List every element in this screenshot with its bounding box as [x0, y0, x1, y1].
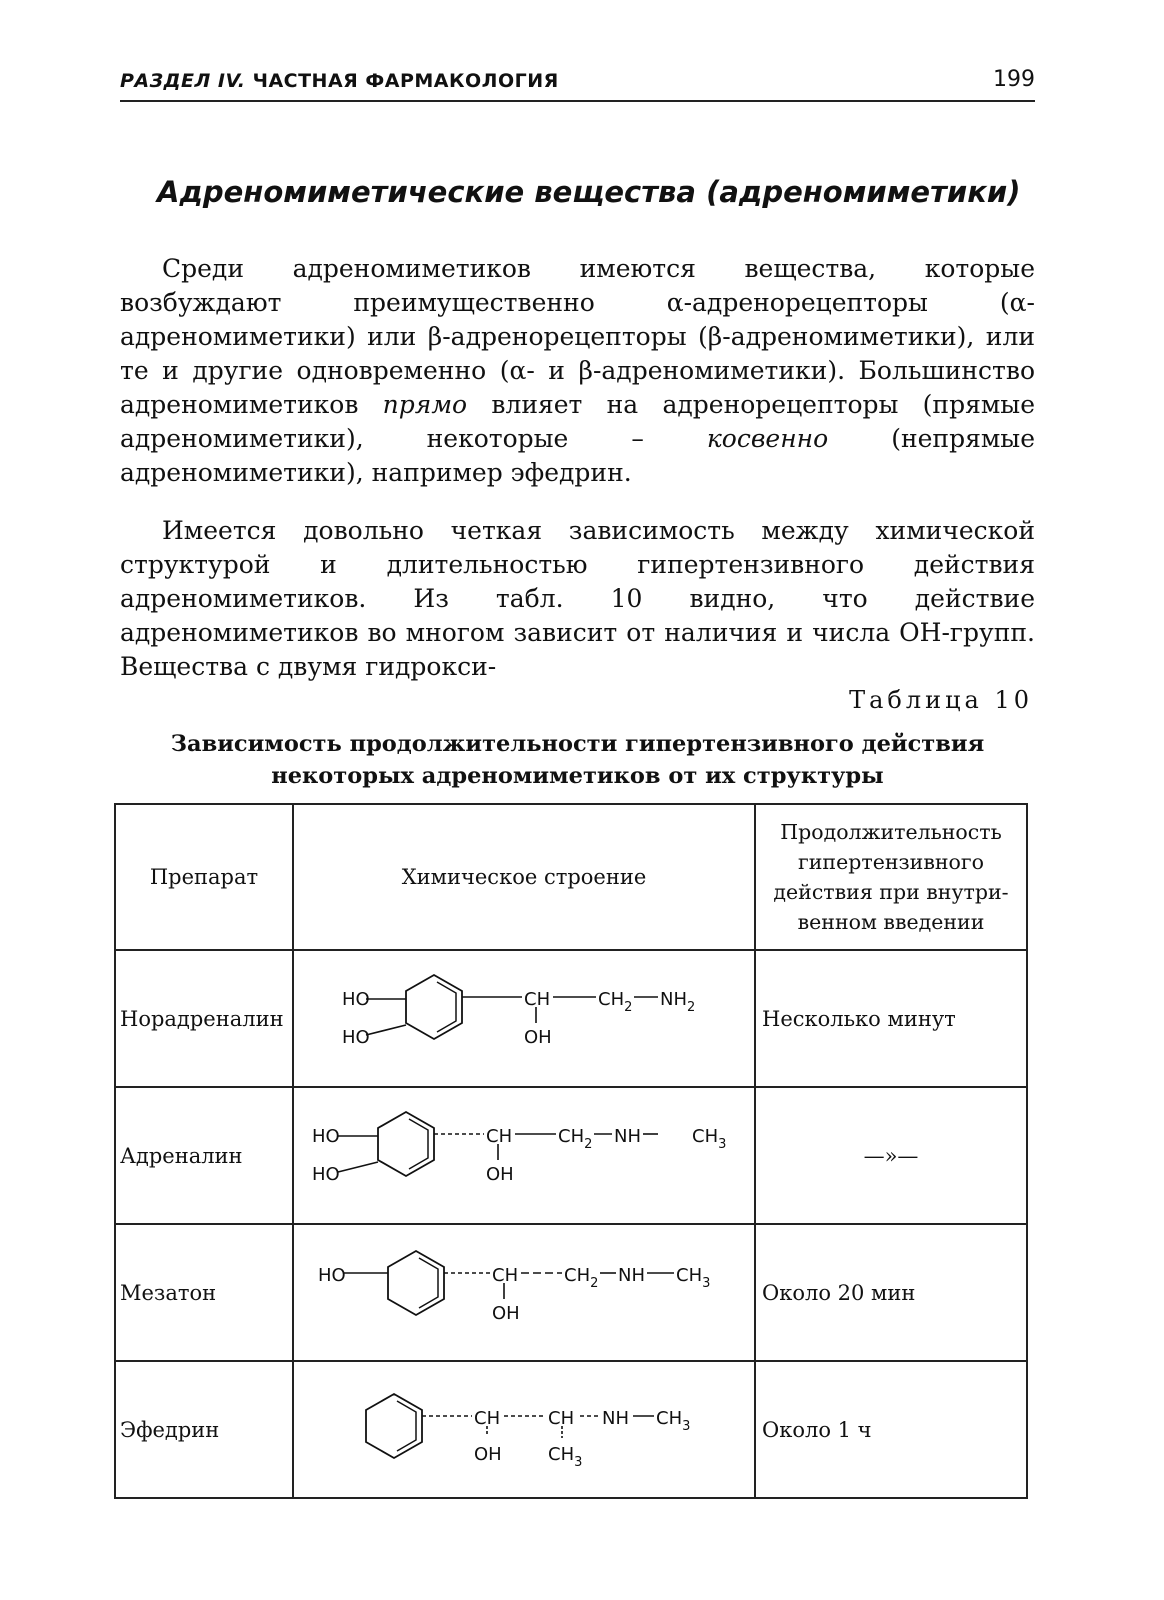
table-row — [115, 950, 1027, 1087]
paragraph-1-italic-direct: прямо — [382, 390, 468, 419]
duration-value: Около 20 мин — [755, 1224, 1027, 1361]
running-head-title — [120, 70, 559, 100]
paragraph-2 — [120, 514, 1035, 684]
drug-name: Мезатон — [115, 1224, 293, 1361]
formula-ho-1: HO — [312, 1126, 340, 1147]
table-header-row — [115, 804, 1027, 950]
table-caption-line-1: Зависимость продолжительности гипертензивного действия — [170, 731, 985, 757]
drug-name: Адреналин — [115, 1087, 293, 1224]
formula-oh: OH — [524, 1027, 552, 1048]
header-structure: Химическое строение — [293, 804, 755, 950]
table-caption — [120, 728, 1035, 792]
chemical-structure — [293, 950, 755, 1087]
running-head — [120, 60, 1035, 102]
formula-nh: NH — [618, 1265, 645, 1286]
section-heading: Адреномиметические вещества (адреномиметики) — [157, 175, 1021, 209]
formula-ch-b: CH — [548, 1408, 575, 1429]
paragraph-1-text-c: (непрямые адреномиметики), например эфедрин. — [120, 424, 1035, 487]
paragraph-1 — [120, 252, 1035, 490]
drug-name: Эфедрин — [115, 1361, 293, 1498]
paragraph-1-text-a: Среди адреномиметиков имеются вещества, которые возбуждают преимущественно α-адренорецепторы (α-адреномиметики) или β-адренорецепторы (β-адреномиметики), или те и другие одновременно (α- и β-адреномиметики). Большинство адреномиметиков — [120, 254, 1035, 419]
formula-ch3-b-sub: 3 — [574, 1455, 583, 1470]
formula-ch3-sub: 3 — [682, 1419, 691, 1434]
structure-ephedrine — [294, 1362, 754, 1497]
formula-ch: CH — [474, 1408, 501, 1429]
formula-ch2 — [564, 1265, 598, 1291]
chemical-structure — [293, 1224, 755, 1361]
formula-ch3-base: CH — [676, 1265, 703, 1286]
formula-ch2-base: CH — [598, 989, 625, 1010]
page-number: 199 — [993, 67, 1035, 92]
formula-ho-1: HO — [342, 989, 370, 1010]
table-row — [115, 1087, 1027, 1224]
header-duration-line-1: Продолжительность — [780, 820, 1002, 844]
header-duration-line-2: гипертензивного — [798, 850, 984, 874]
formula-ch2-base: CH — [558, 1126, 585, 1147]
paragraph-1-text-b: влияет на адренорецепторы (прямые адреномиметики), некоторые – — [120, 390, 1035, 453]
formula-nh2 — [660, 989, 695, 1015]
formula-oh: OH — [474, 1444, 502, 1465]
formula-ch: CH — [492, 1265, 519, 1286]
chemical-structure — [293, 1087, 755, 1224]
header-duration-line-4: венном введении — [797, 910, 985, 934]
structure-mesaton — [294, 1225, 754, 1360]
formula-ch2 — [558, 1126, 592, 1152]
section-number: РАЗДЕЛ IV. — [120, 70, 246, 92]
duration-value: Несколько минут — [755, 950, 1027, 1087]
formula-ch2-sub: 2 — [590, 1276, 599, 1291]
section-title: ЧАСТНАЯ ФАРМАКОЛОГИЯ — [252, 70, 559, 92]
formula-nh: NH — [602, 1408, 629, 1429]
formula-ch3-sub: 3 — [702, 1276, 711, 1291]
drug-name: Норадреналин — [115, 950, 293, 1087]
formula-ho-2: HO — [342, 1027, 370, 1048]
formula-nh: NH — [614, 1126, 641, 1147]
paragraph-2-text: Имеется довольно четкая зависимость между химической структурой и длительностью гипертензивного действия адреномиметиков. Из табл. 10 видно, что действие адреномиметиков во многом зависит от наличия и числа OH-групп. Вещества с двумя гидрокси- — [120, 516, 1035, 681]
formula-ch3-b — [548, 1444, 582, 1470]
formula-ho-1: HO — [318, 1265, 346, 1286]
header-drug: Препарат — [115, 804, 293, 950]
formula-ch3-sub: 3 — [718, 1137, 727, 1152]
table-row — [115, 1361, 1027, 1498]
formula-oh: OH — [492, 1303, 520, 1324]
formula-ch3-base: CH — [656, 1408, 683, 1429]
chemical-structure — [293, 1361, 755, 1498]
structure-table — [114, 803, 1028, 1499]
formula-ch2-sub: 2 — [584, 1137, 593, 1152]
formula-ch2-sub: 2 — [624, 1000, 633, 1015]
formula-ch2 — [598, 989, 632, 1015]
duration-value: Около 1 ч — [755, 1361, 1027, 1498]
formula-ch2-base: CH — [564, 1265, 591, 1286]
duration-value: —»— — [755, 1087, 1027, 1224]
formula-ch3-b-base: CH — [548, 1444, 575, 1465]
formula-oh: OH — [486, 1164, 514, 1185]
formula-ho-2: HO — [312, 1164, 340, 1185]
formula-ch: CH — [524, 989, 551, 1010]
paragraph-1-italic-indirect: косвенно — [706, 424, 829, 453]
table-row — [115, 1224, 1027, 1361]
formula-ch3-base: CH — [692, 1126, 719, 1147]
table-label: Таблица 10 — [849, 686, 1033, 714]
structure-adrenaline — [294, 1088, 754, 1223]
formula-ch3 — [692, 1126, 726, 1152]
formula-ch: CH — [486, 1126, 513, 1147]
header-duration-line-3: действия при внутри- — [773, 880, 1009, 904]
formula-ch3 — [656, 1408, 690, 1434]
formula-nh-sub: 2 — [687, 1000, 696, 1015]
table-caption-line-2: некоторых адреномиметиков от их структуры — [271, 763, 884, 789]
formula-ch3 — [676, 1265, 710, 1291]
structure-noradrenaline — [294, 951, 754, 1086]
formula-nh-base: NH — [660, 989, 687, 1010]
header-duration — [755, 804, 1027, 950]
